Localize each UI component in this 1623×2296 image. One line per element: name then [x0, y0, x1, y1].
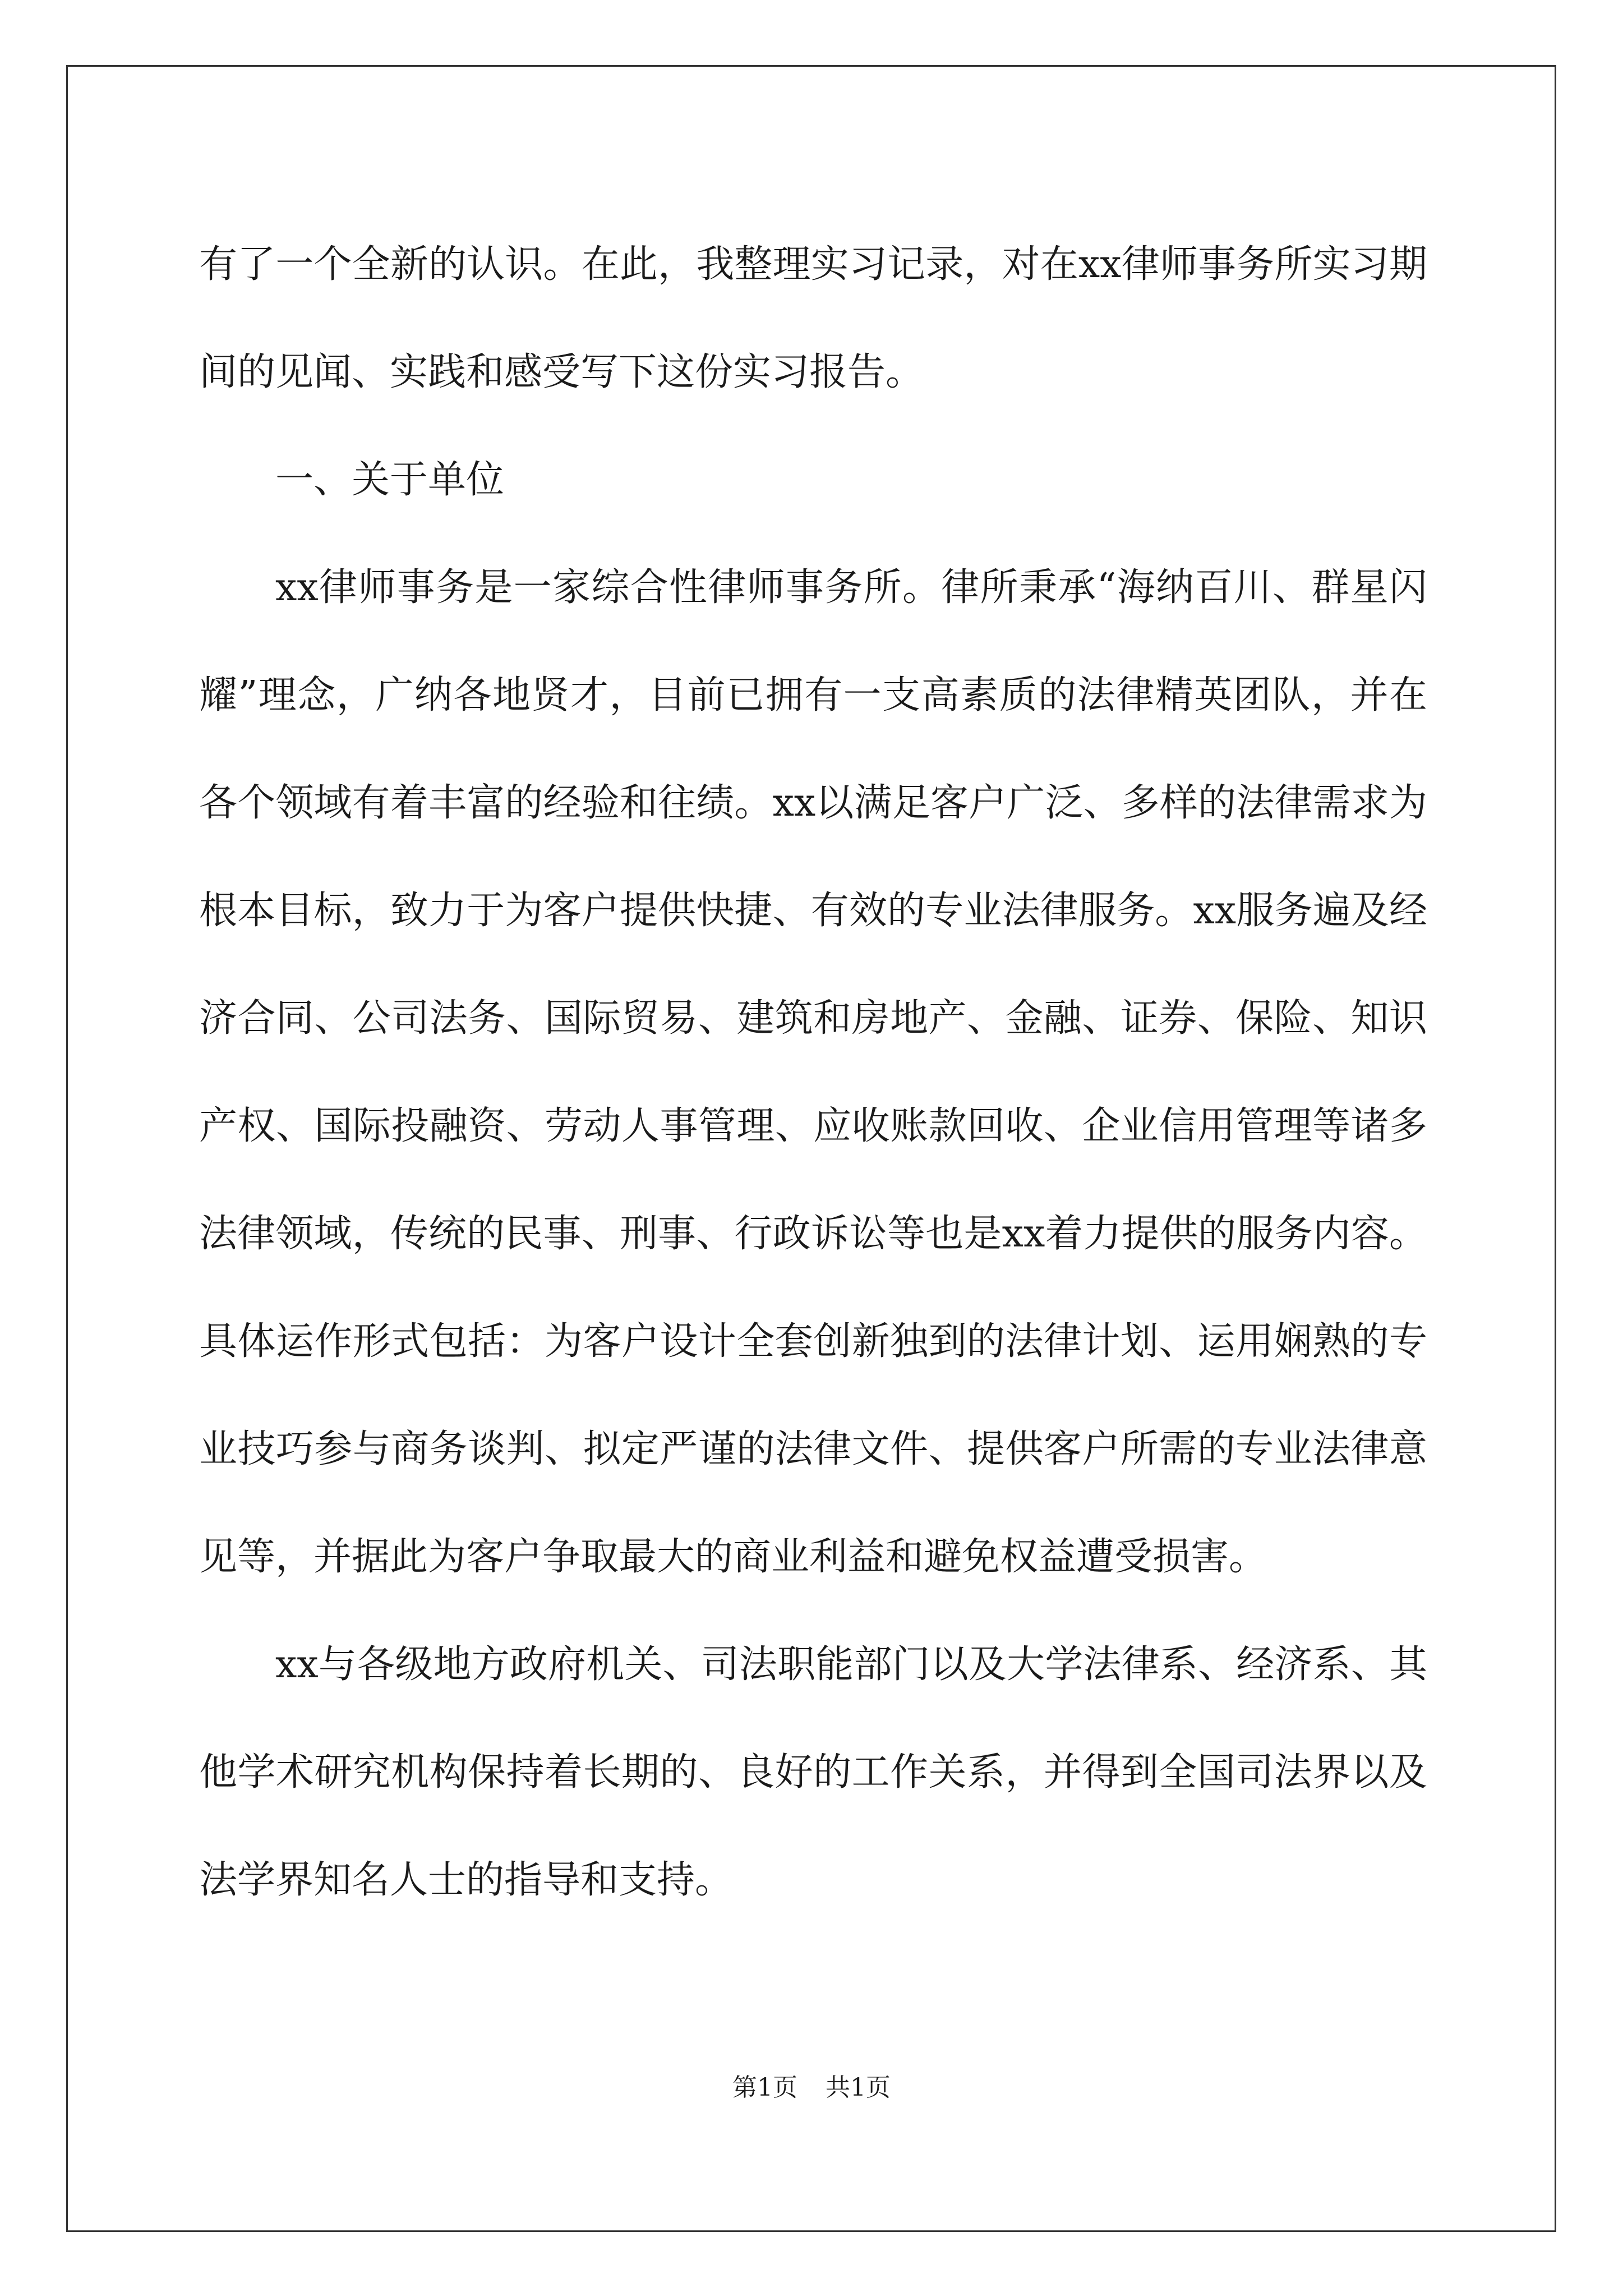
paragraph-firm-relations: xx与各级地方政府机关、司法职能部门以及大学法律系、经济系、其他学术研究机构保持着长期的、良好的工作关系，并得到全国司法界以及法学界知名人士的指导和支持。: [199, 1642, 1427, 1902]
document-body: [199, 211, 1427, 1934]
page-number: 第1页: [732, 2073, 797, 2102]
section-heading: 一、关于单位: [275, 458, 505, 502]
paragraph-intro-continuation: 有了一个全新的认识。在此，我整理实习记录，对在xx律师事务所实习期间的见闻、实践和感受写下这份实习报告。: [199, 242, 1427, 394]
page-total: 共1页: [826, 2073, 891, 2102]
paragraph-firm-description: xx律师事务是一家综合性律师事务所。律所秉承“海纳百川、群星闪耀”理念，广纳各地贤才，目前已拥有一支高素质的法律精英团队，并在各个领域有着丰富的经验和往绩。xx以满足客户广泛、多样的法律需求为根本目标，致力于为客户提供快捷、有效的专业法律服务。xx服务遍及经济合同、公司法务、国际贸易、建筑和房地产、金融、证券、保险、知识产权、国际投融资、劳动人事管理、应收账款回收、企业信用管理等诸多法律领域，传统的民事、刑事、行政诉讼等也是xx着力提供的服务内容。具体运作形式包括：为客户设计全套创新独到的法律计划、运用娴熟的专业技巧参与商务谈判、拟定严谨的法律文件、提供客户所需的专业法律意见等，并据此为客户争取最大的商业利益和避免权益遭受损害。: [199, 565, 1427, 1579]
page-footer: [0, 2071, 1623, 2105]
